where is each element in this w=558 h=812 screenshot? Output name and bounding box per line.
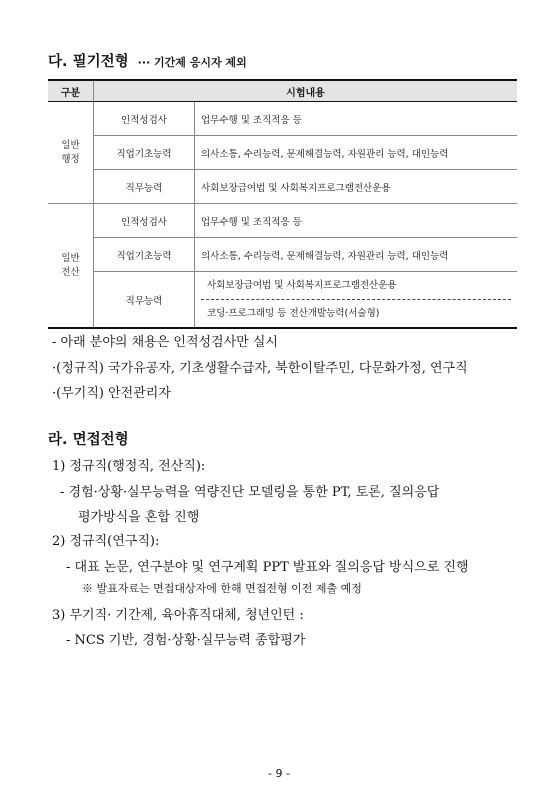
interview-item-title: 3) 무기직· 기간제, 육아휴직대체, 청년인턴 : bbox=[52, 608, 304, 623]
interview-item-desc: - 경험·상황·실무능력을 역량진단 모델링을 통한 PT, 토론, 질의응답 bbox=[60, 485, 440, 500]
section-heading-text: 다. 필기전형 bbox=[48, 54, 129, 70]
table-row bbox=[48, 204, 517, 238]
table-row bbox=[48, 102, 517, 136]
table-cell-item: 직업기초능력 bbox=[94, 238, 195, 272]
table-row bbox=[48, 136, 517, 170]
table-cell-item: 직무능력 bbox=[94, 272, 195, 329]
table-cell-content: 의사소통, 수리능력, 문제해결능력, 자원관리 능력, 대인능력 bbox=[195, 136, 518, 170]
aptitude-only-item-indefinite: ·(무기직) 안전관리자 bbox=[52, 386, 171, 401]
section-heading-note: ··· 기간제 응시자 제외 bbox=[137, 56, 247, 69]
interview-item-title: 1) 정규직(행정직, 전산직): bbox=[52, 459, 206, 474]
table-row bbox=[48, 170, 517, 204]
table-cell-item: 직업기초능력 bbox=[94, 136, 195, 170]
table-cell-content-line2: 코딩·프로그래밍 등 전산개발능력(서술형) bbox=[207, 308, 380, 319]
table-cell-content: 업무수행 및 조직적응 등 bbox=[195, 204, 518, 238]
table-cell-content: 업무수행 및 조직적응 등 bbox=[195, 102, 518, 136]
section-heading-interview: 라. 면접전형 bbox=[48, 432, 129, 448]
table-cell-content-split bbox=[195, 272, 518, 329]
aptitude-only-item-regular: ·(정규직) 국가유공자, 기초생활수급자, 북한이탈주민, 다문화가정, 연구직 bbox=[52, 361, 468, 376]
table-header-category: 구분 bbox=[48, 80, 94, 102]
interview-item-desc-cont: 평가방식을 혼합 진행 bbox=[78, 510, 200, 525]
page-number: - 9 - bbox=[268, 767, 290, 780]
table-cell-item: 직무능력 bbox=[94, 170, 195, 204]
table-header-content: 시험내용 bbox=[94, 80, 518, 102]
interview-item-desc: - NCS 기반, 경험·상황·실무능력 종합평가 bbox=[66, 633, 306, 648]
table-header-row bbox=[48, 80, 517, 102]
aptitude-only-note: - 아래 분야의 채용은 인적성검사만 실시 bbox=[52, 335, 278, 350]
table-cell-content: 의사소통, 수리능력, 문제해결능력, 자원관리 능력, 대인능력 bbox=[195, 238, 518, 272]
table-row bbox=[48, 238, 517, 272]
table-cell-item: 인적성검사 bbox=[94, 204, 195, 238]
section-heading-written-exam bbox=[48, 50, 247, 71]
interview-item-note: ※ 발표자료는 면접대상자에 한해 면접전형 이전 제출 예정 bbox=[82, 582, 362, 595]
table-group-it: 일반 전산 bbox=[48, 204, 94, 329]
table-cell-content: 사회보장급여법 및 사회복지프로그램전산운용 bbox=[195, 170, 518, 204]
table-row bbox=[48, 272, 517, 329]
table-cell-content-line1: 사회보장급여법 및 사회복지프로그램전산운용 bbox=[201, 272, 511, 300]
interview-item-desc: - 대표 논문, 연구분야 및 연구계획 PPT 발표와 질의응답 방식으로 진행 bbox=[66, 560, 469, 575]
exam-content-table bbox=[48, 79, 517, 329]
table-cell-item: 인적성검사 bbox=[94, 102, 195, 136]
table-group-admin: 일반 행정 bbox=[48, 102, 94, 204]
interview-item-title: 2) 정규직(연구직): bbox=[52, 534, 160, 549]
